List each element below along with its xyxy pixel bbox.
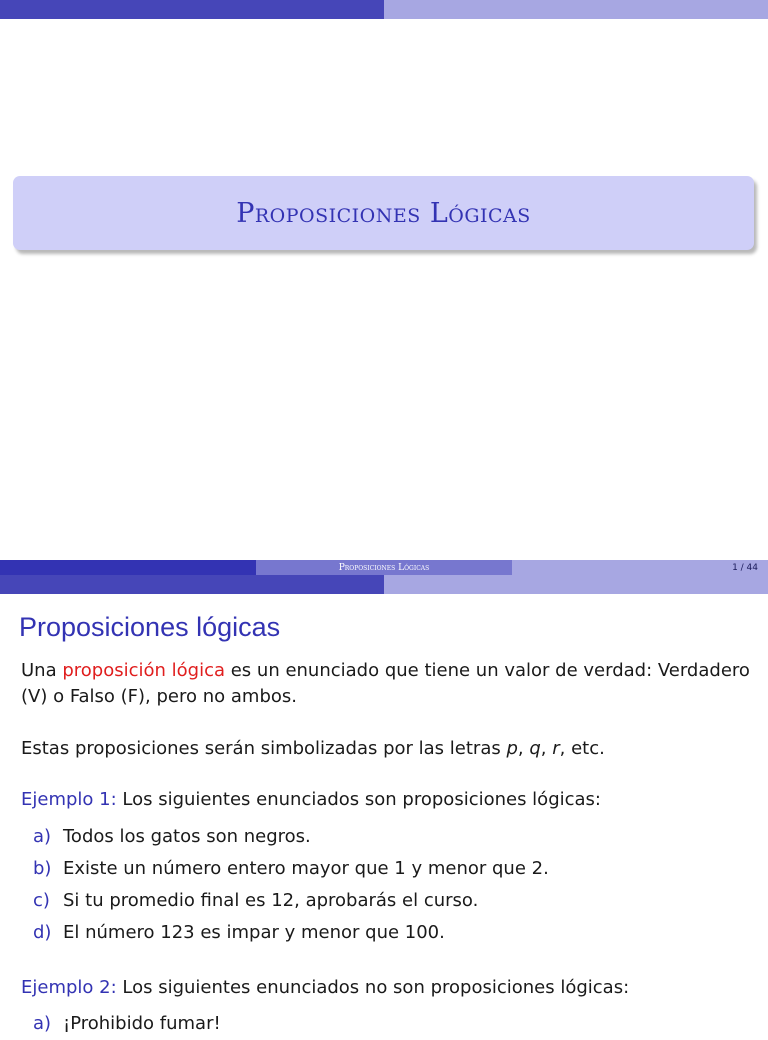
list-marker: c) (33, 890, 50, 911)
list-marker: a) (33, 1013, 52, 1034)
list-text: Si tu promedio final es 12, aprobarás el curso. (63, 890, 479, 911)
example-1-heading (21, 787, 751, 813)
highlight-term: proposición lógica (62, 660, 226, 681)
page-number: 1 / 44 (512, 560, 768, 575)
title-block (13, 176, 754, 250)
list-text: Todos los gatos son negros. (63, 826, 311, 847)
list-item (33, 821, 549, 853)
header-bar-2-right (384, 575, 768, 594)
symbol-q: q (529, 738, 541, 759)
list-text: ¡Prohibido fumar! (63, 1013, 221, 1034)
example-2-label: Ejemplo 2: (21, 977, 117, 998)
header-bar-right (384, 0, 768, 19)
example-2-text: Los siguientes enunciados no son proposiciones lógicas: (116, 977, 630, 998)
list-item (33, 1008, 221, 1040)
list-item (33, 885, 549, 917)
def-pre: Una (21, 660, 63, 681)
example-2-heading (21, 975, 751, 1001)
symbols-post: , etc. (559, 738, 605, 759)
definition-paragraph (21, 658, 751, 710)
symbol-r: r (552, 738, 560, 759)
list-marker: a) (33, 826, 52, 847)
footline-title: Proposiciones Lógicas (256, 560, 512, 575)
symbols-pre: Estas proposiciones serán simbolizadas por las letras (21, 738, 507, 759)
list-item (33, 853, 549, 885)
slide-title: Proposiciones Lógicas (236, 197, 531, 229)
symbols-sep-1: , (517, 738, 530, 759)
list-marker: d) (33, 922, 52, 943)
def-post: es un enunciado que tiene un valor de verdad: Verdadero (V) o Falso (F), pero no ambos. (21, 660, 750, 707)
symbol-p: p (506, 738, 518, 759)
list-marker: b) (33, 858, 52, 879)
header-bar-left (0, 0, 384, 19)
symbols-paragraph (21, 736, 751, 762)
header-bar-2 (0, 575, 768, 594)
frame-title: Proposiciones lógicas (19, 612, 281, 642)
footline-left (0, 560, 256, 575)
symbols-sep-2: , (540, 738, 553, 759)
list-item (33, 917, 549, 949)
header-bar (0, 0, 768, 19)
example-1-label: Ejemplo 1: (21, 789, 117, 810)
list-text: El número 123 es impar y menor que 100. (63, 922, 445, 943)
header-bar-2-left (0, 575, 384, 594)
example-1-list (33, 821, 549, 949)
example-1-text: Los siguientes enunciados son proposiciones lógicas: (116, 789, 601, 810)
list-text: Existe un número entero mayor que 1 y menor que 2. (63, 858, 549, 879)
example-2-list (33, 1008, 221, 1040)
footline (0, 560, 768, 575)
